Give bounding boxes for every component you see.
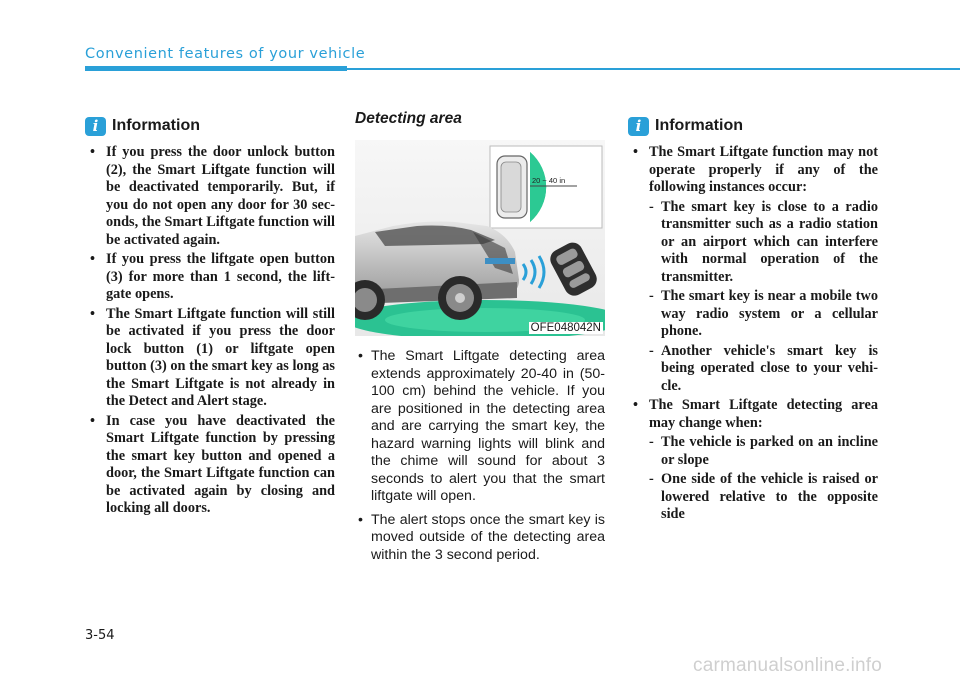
list-item: • The Smart Liftgate detecting area extends approximately 20-40 in (50-100 cm) behind the vehicle. If you are positioned in the detecting area and are carrying the smart key, the hazard warning lights will blink and the chime will sound for about 3 seconds to alert you that the smart liftgate will open. xyxy=(355,348,605,506)
column-middle xyxy=(355,110,605,570)
sub-item: - One side of the vehicle is raised or lowered relative to the opposite side xyxy=(649,471,878,524)
info-heading xyxy=(85,114,335,138)
list-item: • The alert stops once the smart key is moved outside of the detecting area within the 3 second period. xyxy=(355,512,605,565)
list-item: • If you press the door unlock button (2), the Smart Liftgate function will be deactivated temporarily. But, if you do not open any door for 30 sec-onds, the Smart Liftgate function will be activated again. xyxy=(85,144,335,249)
section-header-title: Convenient features of your vehicle xyxy=(85,46,366,62)
sub-list xyxy=(649,199,878,396)
list-item-text: The Smart Liftgate detecting area may change when: xyxy=(649,397,878,431)
sub-item: - The smart key is near a mobile two way radio system or a cellular phone. xyxy=(649,288,878,341)
watermark: carmanualsonline.info xyxy=(693,655,883,676)
sub-item: - The smart key is close to a radio transmitter such as a radio station or an airport which can interfere with normal operation of the transmitter. xyxy=(649,199,878,287)
column-left xyxy=(85,114,335,520)
detecting-area-list xyxy=(355,348,605,564)
sub-item: - The vehicle is parked on an incline or slope xyxy=(649,434,878,469)
list-item: • In case you have deactivated the Smart Liftgate function by pressing the smart key button and opened a door, the Smart Liftgate function can be activated again by closing and locking all doors. xyxy=(85,413,335,518)
info-title: Information xyxy=(655,117,743,134)
detecting-area-figure xyxy=(355,140,605,336)
sub-list xyxy=(649,434,878,524)
column-right xyxy=(628,114,878,526)
info-heading xyxy=(628,114,878,138)
list-item: • If you press the liftgate open button (3) for more than 1 second, the lift-gate opens. xyxy=(85,251,335,304)
list-item-text: The Smart Liftgate function may not operate properly if any of the following instances occur: xyxy=(649,144,878,195)
sub-item: - Another vehicle's smart key is being operated close to your vehi-cle. xyxy=(649,343,878,396)
info-title: Information xyxy=(112,117,200,134)
header-bar-thick xyxy=(85,66,347,71)
section-title-detecting-area: Detecting area xyxy=(355,110,462,127)
info-icon: i xyxy=(85,117,106,136)
list-item: • The Smart Liftgate function will still be activated if you press the door lock button (1) or liftgate open button (3) on the smart key as long as the Smart Liftgate is not already in the Detect and Alert stage. xyxy=(85,306,335,411)
page-number: 3-54 xyxy=(85,628,115,643)
info-list xyxy=(85,144,335,518)
list-item xyxy=(628,397,878,524)
range-label: 20 ~ 40 in xyxy=(532,176,566,185)
figure-code: OFE048042N xyxy=(530,322,601,334)
info-list xyxy=(628,144,878,524)
vehicle-illustration xyxy=(355,140,605,336)
info-icon: i xyxy=(628,117,649,136)
list-item xyxy=(628,144,878,395)
header-bar-thin xyxy=(347,68,960,70)
